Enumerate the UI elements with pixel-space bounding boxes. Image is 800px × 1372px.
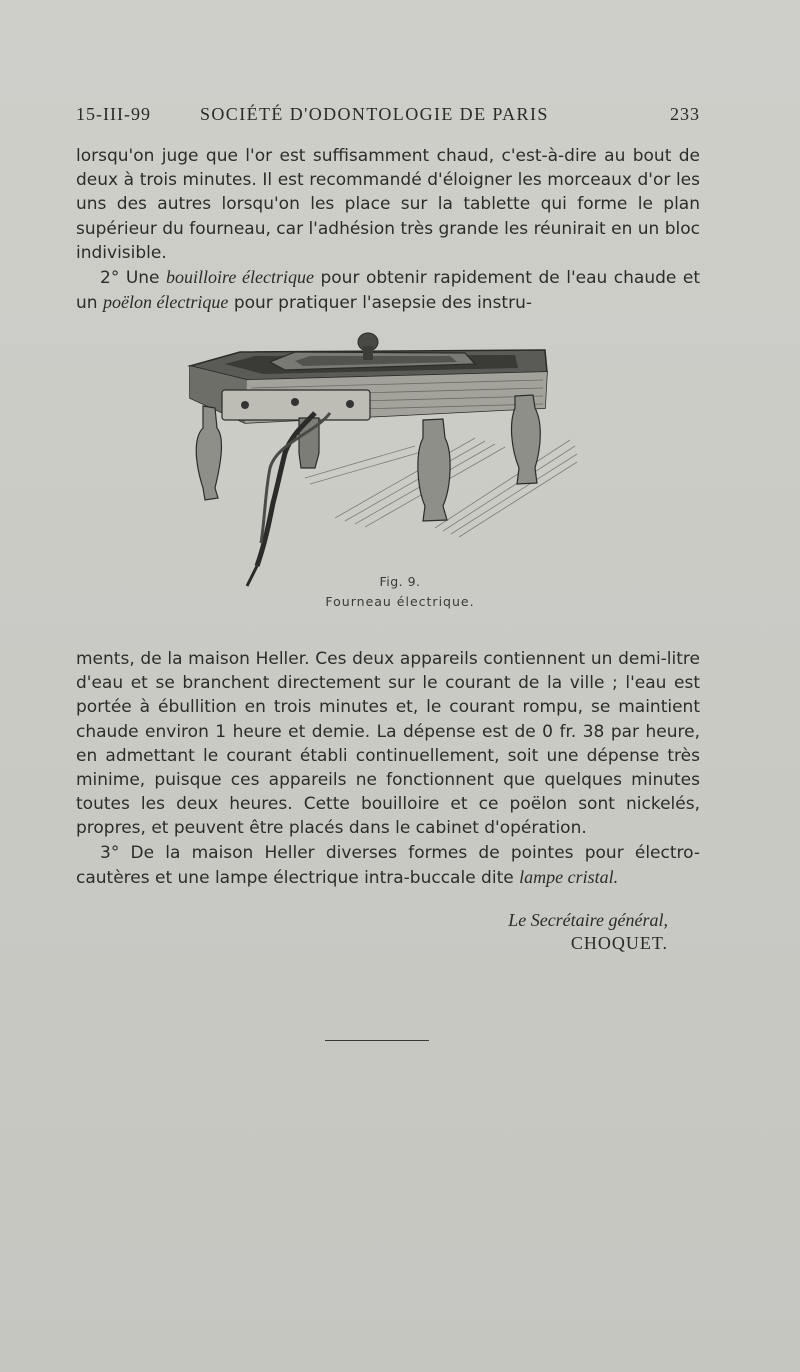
paragraph-cautery [76, 841, 700, 890]
term-poelon: poëlon électrique [102, 292, 229, 313]
term-lampe-cristal: lampe cristal. [519, 866, 619, 887]
stove-leg-front [418, 419, 450, 521]
stove-leg-left [196, 406, 221, 500]
header-date: 15-III-99 [76, 104, 151, 124]
paragraph-kettle-part-1: 2° Une [100, 268, 167, 289]
term-bouilloire: bouilloire électrique [166, 267, 314, 288]
figure-number: Fig. 9. [379, 574, 421, 589]
end-rule [325, 1040, 429, 1041]
paragraph-kettle [76, 265, 700, 315]
signature-role: Le Secrétaire général, [508, 910, 668, 930]
body-text-bottom [76, 647, 700, 890]
paragraph-heller-appliances: ments, de la maison Heller. Ces deux appareils contiennent un demi-litre d'eau et se branchent directement sur le courant de la ville ; l'eau est portée à ébullition en trois minutes et, le courant rompu, se maintient chaude environ 1 heure et demie. La dépense est de 0 fr. 38 par heure, en admettant le courant établi continuellement, soit une dépense très minime, puisque ces appareils ne fonctionnent que quelques minutes toutes les deux heures. Cette bouilloire et ce poëlon sont nickelés, propres, et peuvent être placés dans le cabinet d'opération. [76, 649, 700, 839]
paragraph-kettle-part-3: pour pratiquer l'asepsie des instru- [228, 293, 532, 314]
page-header [76, 104, 700, 132]
paragraph-cautery-text: 3° De la maison Heller diverses formes de pointes pour électro-cautères et une lampe électrique intra-buccale dite [76, 842, 700, 888]
paragraph-gold-heating: lorsqu'on juge que l'or est suffisamment chaud, c'est-à-dire au bout de deux à trois minutes. Il est recommandé d'éloigner les morceaux d'or les uns des autres lorsqu'on les place sur la tablette qui forme le plan supérieur du fourneau, car l'adhésion très grande les réunirait en un bloc indivisible. [76, 146, 700, 263]
figure-caption: Fourneau électrique. [325, 594, 475, 609]
header-title: SOCIÉTÉ D'ODONTOLOGIE DE PARIS [200, 104, 549, 124]
signature-name: CHOQUET. [570, 933, 668, 953]
electric-stove-illustration [185, 328, 580, 593]
page-number: 233 [670, 104, 700, 124]
paragraph-kettle-part-2: pour obtenir rapidement de l'eau chaude et un [76, 268, 701, 314]
body-text-top [76, 144, 700, 315]
